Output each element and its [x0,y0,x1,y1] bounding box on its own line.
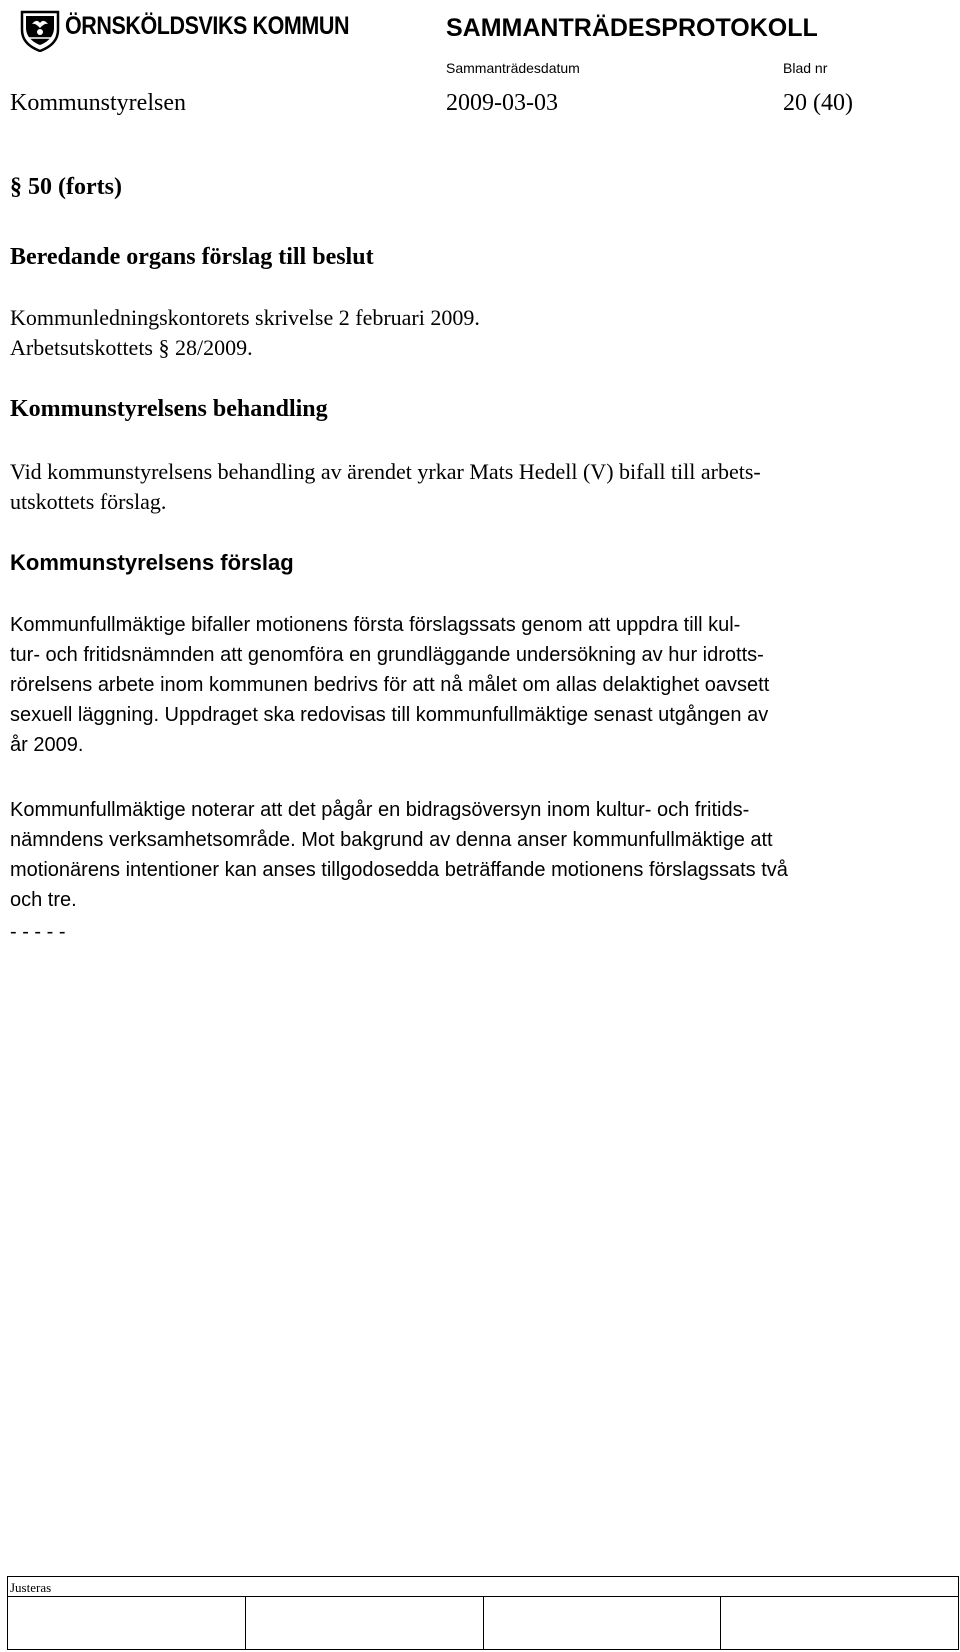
municipality-logo [18,8,62,52]
signature-cell[interactable] [8,1597,246,1649]
text-line: nämndens verksamhetsområde. Mot bakgrund av denna anser kommunfullmäktige att [10,829,773,851]
signature-cell[interactable] [484,1597,722,1649]
meeting-date: 2009-03-03 [446,90,558,116]
text-line: motionärens intentioner kan anses tillgodosedda beträffande motionens förslagssats två [10,859,788,881]
signature-cell[interactable] [246,1597,484,1649]
section-title: § 50 (forts) [10,174,122,200]
page-number: 20 (40) [783,90,853,116]
forslag-heading: Kommunstyrelsens förslag [10,550,294,575]
signature-cells [8,1596,958,1649]
text-line: Vid kommunstyrelsens behandling av ärendet yrkar Mats Hedell (V) bifall till arbets- [10,459,761,484]
signature-cell[interactable] [721,1597,958,1649]
protocol-title: SAMMANTRÄDESPROTOKOLL [446,14,818,42]
behandling-heading: Kommunstyrelsens behandling [10,396,328,422]
body-name: Kommunstyrelsen [10,90,186,116]
date-label: Sammanträdesdatum [446,60,580,76]
justeras-box [7,1576,959,1650]
page-label: Blad nr [783,60,828,76]
text-line: utskottets förslag. [10,489,167,514]
text-line: rörelsens arbete inom kommunen bedrivs för att nå målet om allas delaktighet oavsett [10,674,770,696]
text-line: Kommunfullmäktige bifaller motionens första förslagssats genom att uppdra till kul- [10,614,741,636]
text-line: Kommunfullmäktige noterar att det pågår en bidragsöversyn inom kultur- och fritids- [10,799,750,821]
text-line: år 2009. [10,734,84,756]
justeras-label: Justeras [10,1580,52,1595]
text-line: Arbetsutskottets § 28/2009. [10,335,253,360]
text-line: tur- och fritidsnämnden att genomföra en grundläggande undersökning av hur idrotts- [10,644,764,666]
text-line: sexuell läggning. Uppdraget ska redovisas till kommunfullmäktige senast utgången av [10,704,769,726]
end-mark: - - - - - [10,921,66,943]
forslag-paragraph-1 [10,610,935,760]
text-line: Kommunledningskontorets skrivelse 2 februari 2009. [10,305,480,330]
beredande-text [10,303,935,363]
text-line: och tre. [10,889,77,911]
beredande-heading: Beredande organs förslag till beslut [10,244,374,270]
forslag-paragraph-2 [10,795,935,915]
municipality-name: ÖRNSKÖLDSVIKS KOMMUN [65,12,350,40]
behandling-text [10,457,935,517]
